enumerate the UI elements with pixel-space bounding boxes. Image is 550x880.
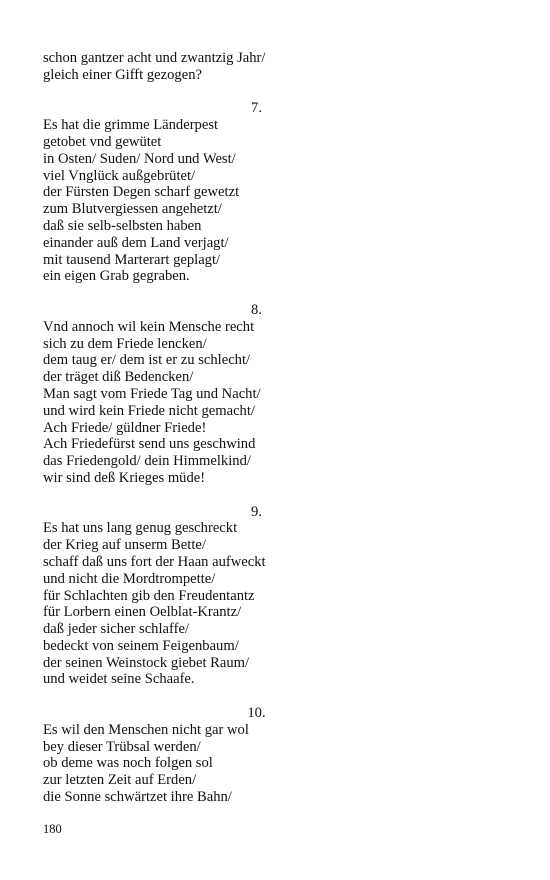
verse-line: der seinen Weinstock giebet Raum/: [43, 654, 250, 671]
stanza-9: [43, 504, 313, 689]
verse-line: Es hat die grimme Länderpest: [43, 117, 219, 134]
poem-text: [43, 50, 313, 806]
stanza-number: 8.: [251, 301, 262, 318]
stanza-number: 10.: [247, 705, 266, 722]
verse-line: Man sagt vom Friede Tag und Nacht/: [43, 385, 261, 402]
stanza-10: [43, 705, 313, 806]
stanza-number: 7.: [251, 100, 262, 117]
verse-line: viel Vnglück außgebrütet/: [43, 167, 196, 184]
verse-line: bedeckt von seinem Feigenbaum/: [43, 637, 239, 654]
verse-line: Vnd annoch wil kein Mensche recht: [43, 318, 255, 335]
verse-line: ob deme was noch folgen sol: [43, 755, 213, 772]
verse-line: getobet vnd gewütet: [43, 133, 162, 150]
verse-line: sich zu dem Friede lencken/: [43, 335, 207, 352]
verse-line: daß sie selb-selbsten haben: [43, 217, 202, 234]
verse-line: ein eigen Grab gegraben.: [43, 268, 190, 285]
intro-lines: [43, 50, 313, 84]
verse-line: der Krieg auf unserm Bette/: [43, 537, 206, 554]
verse-line: für Schlachten gib den Freudentantz: [43, 587, 255, 604]
verse-line: das Friedengold/ dein Himmelkind/: [43, 453, 251, 470]
verse-line: dem taug er/ dem ist er zu schlecht/: [43, 352, 251, 369]
verse-line: zur letzten Zeit auf Erden/: [43, 772, 197, 789]
verse-line: zum Blutvergiessen angehetzt/: [43, 201, 222, 218]
verse-line: mit tausend Marterart geplagt/: [43, 251, 221, 268]
verse-line: schaff daß uns fort der Haan aufweckt: [43, 553, 266, 570]
verse-line: daß jeder sicher schlaffe/: [43, 621, 190, 638]
verse-line: für Lorbern einen Oelblat-Krantz/: [43, 604, 242, 621]
verse-line: und weidet seine Schaafe.: [43, 671, 195, 688]
verse-line: der Fürsten Degen scharf gewetzt: [43, 184, 240, 201]
verse-line: einander auß dem Land verjagt/: [43, 234, 229, 251]
verse-line: die Sonne schwärtzet ihre Bahn/: [43, 789, 232, 806]
verse-line: bey dieser Trübsal werden/: [43, 738, 201, 755]
page-number: 180: [43, 822, 62, 836]
verse-line: Ach Friedefürst send uns geschwind: [43, 436, 256, 453]
stanza-number: 9.: [251, 503, 262, 520]
stanza-8: [43, 302, 313, 487]
verse-line: Ach Friede/ güldner Friede!: [43, 419, 207, 436]
verse-line: schon gantzer acht und zwantzig Jahr/: [43, 50, 266, 66]
verse-line: und nicht die Mordtrompette/: [43, 570, 216, 587]
stanza-7: [43, 100, 313, 285]
verse-line: in Osten/ Suden/ Nord und West/: [43, 150, 236, 167]
verse-line: wir sind deß Krieges müde!: [43, 469, 206, 486]
verse-line: gleich einer Gifft gezogen?: [43, 66, 202, 83]
verse-line: und wird kein Friede nicht gemacht/: [43, 402, 255, 419]
verse-line: Es hat uns lang genug geschreckt: [43, 520, 238, 537]
verse-line: Es wil den Menschen nicht gar wol: [43, 721, 249, 738]
verse-line: der träget diß Bedencken/: [43, 369, 194, 386]
